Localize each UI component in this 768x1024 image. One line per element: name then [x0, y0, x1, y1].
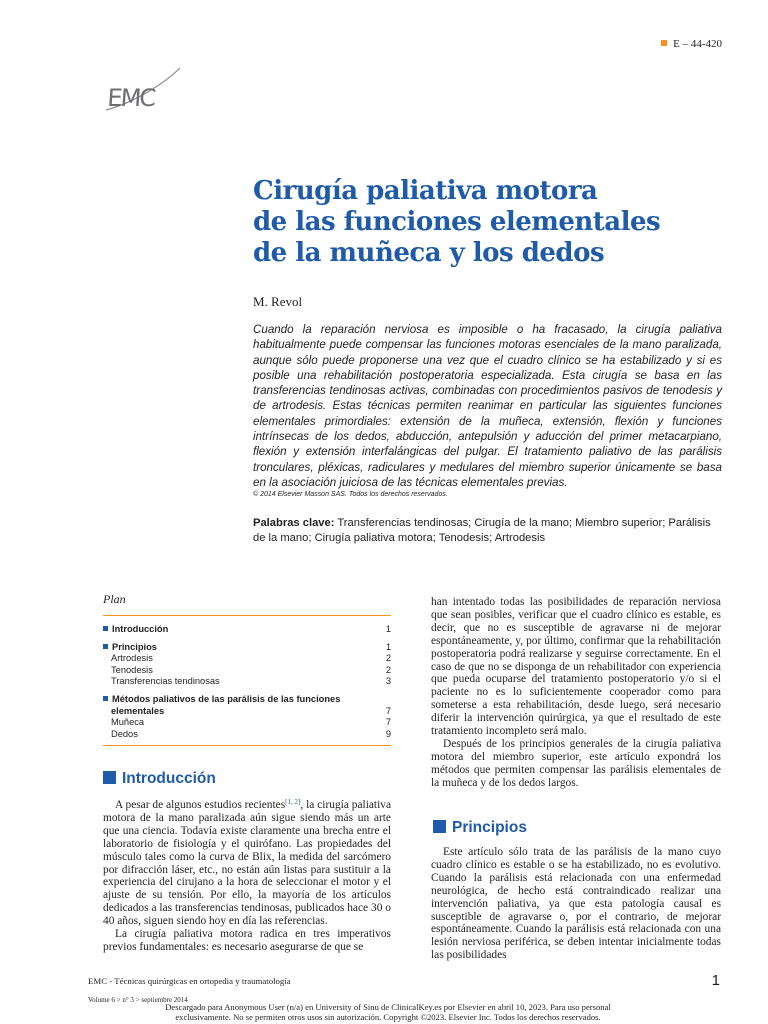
- bullet-icon: [103, 644, 108, 649]
- section-heading-introduccion: Introducción: [103, 770, 216, 788]
- plan-item[interactable]: Dedos 9: [111, 728, 391, 739]
- document-code: E – 44-420: [661, 38, 722, 50]
- title-line: Cirugía paliativa motora: [253, 176, 598, 206]
- intro-text: [103, 799, 391, 954]
- plan-item[interactable]: Transferencias tendinosas 3: [111, 676, 391, 687]
- principios-text: [431, 846, 721, 962]
- plan-item[interactable]: Muñeca 7: [111, 717, 391, 728]
- paragraph: Después de los principios generales de la cirugía paliativa motora del miembro superior, este artículo expondrá los métodos que permiten compensar las parálisis elementales de la muñeca y de los dedos largos.: [431, 737, 721, 789]
- paragraph: Este artículo sólo trata de las parálisis de la mano cuyo cuadro clínico es estable o se ha estabilizado, no es evolutivo. Cuando la parálisis está relacionada con una enfermedad neurológica, de hecho está contraindicado realizar una intervención paliativa, ya que esta patología causal es susceptible de agravarse o, por el contrario, de mejorar espontáneamente. Cuando la parálisis está relacionada con una lesión nerviosa periférica, se deben intentar inicialmente todas las posibilidades: [431, 846, 721, 962]
- plan-item[interactable]: Métodos paliativos de las parálisis de las funciones: [103, 694, 391, 706]
- download-watermark: Descargado para Anonymous User (n/a) en University of Sinu de ClinicalKey.es por Elsevier en abril 10, 2023. Para uso personal exclusivamente. No se permiten otros usos sin autorización. Copyright ©2023. Elsevier Inc. Todos los derechos reservados.: [165, 1002, 611, 1022]
- right-column-text: [431, 596, 721, 790]
- keywords-label: Palabras clave:: [253, 517, 335, 529]
- title-line: de la muñeca y los dedos: [253, 238, 605, 268]
- page-number: 1: [711, 972, 720, 989]
- copyright: © 2014 Elsevier Masson SAS. Todos los derechos reservados.: [253, 491, 448, 498]
- article-title: [253, 176, 660, 269]
- plan-list: [103, 624, 391, 740]
- section-heading-principios: Principios: [433, 819, 527, 837]
- orange-square-icon: [661, 40, 667, 46]
- keywords-list: Transferencias tendinosas; Cirugía de la mano; Miembro superior; Parálisis de la mano; Cirugía paliativa motora; Tenodesis; Artrodesis: [253, 517, 711, 544]
- plan-item[interactable]: Artrodesis 2: [111, 653, 391, 664]
- heading-square-icon: [433, 820, 446, 833]
- heading-square-icon: [103, 771, 116, 784]
- plan-box: [103, 592, 391, 746]
- paragraph: La cirugía paliativa motora radica en tres imperativos previos fundamentales: es necesario asegurarse de que se: [103, 928, 391, 953]
- keywords: [253, 516, 722, 546]
- paragraph: A pesar de algunos estudios recientes[1, 2], la cirugía paliativa motora de la mano paralizada aún sigue siendo más un arte que una ciencia. Todavía existe claramente una brecha entre el laboratorio de fisiología y el quirófano. Las propiedades del músculo tales como la curva de Blix, la medida del sarcómero por difracción láser, etc., no están aún listas para sustituir a la experiencia del cirujano a la hora de seleccionar el motor y el ajuste de su tensión. Por ello, la mayoría de los artículos dedicados a las transferencias tendinosas, publicados hace 30 o 40 años, siguen siendo hoy en día las referencias.: [103, 798, 391, 928]
- svg-text:EMC: EMC: [106, 84, 156, 112]
- paragraph: han intentado todas las posibilidades de reparación nerviosa que sean posibles, verificar que el cuadro clínico es estable, es decir, que no es susceptible de agravarse ni de mejorar espontáneamente, y, por último, confirmar que la rehabilitación postoperatoria podrá realizarse y seguirse correctamente. En el caso de que no se disponga de un rehabilitador con experiencia que pueda ocuparse del tratamiento postoperatorio y/o si el paciente no es lo suficientemente cooperador como para someterse a esta rehabilitación, desde luego, será necesario diferir la intervención quirúrgica, ya que el resultado de este tratamiento incompleto será malo.: [431, 596, 721, 738]
- bullet-icon: [103, 626, 108, 631]
- journal-name: EMC - Técnicas quirúrgicas en ortopedia y traumatología: [88, 976, 291, 986]
- plan-item[interactable]: Introducción 1: [103, 624, 391, 636]
- abstract: Cuando la reparación nerviosa es imposible o ha fracasado, la cirugía paliativa habitualmente puede compensar las funciones motoras esenciales de la mano paralizada, aunque sólo puede proponerse una vez que el cuadro clínico se ha estabilizado y si es posible una rehabilitación postoperatoria especializada. Esta cirugía se basa en las transferencias tendinosas activas, combinadas con procedimientos pasivos de tenodesis y de artrodesis. Estas técnicas permiten reanimar en particular las siguientes funciones elementales primordiales: extensión de la muñeca, extensión, flexión y funciones intrínsecas de los dedos, abducción, antepulsión y aducción del primer metacarpiano, flexión y extensión interfalángicas del pulgar. El tratamiento paliativo de las parálisis tronculares, pléxicas, radiculares y medulares del miembro superior únicamente se basa en la asociación juiciosa de las técnicas elementales previas.: [253, 323, 722, 489]
- plan-item[interactable]: Principios 1: [103, 642, 391, 654]
- plan-item[interactable]: Tenodesis 2: [111, 664, 391, 675]
- author: M. Revol: [253, 294, 303, 309]
- volume-info: Volume 6 > n° 3 > septiembre 2014: [88, 996, 188, 1004]
- emc-logo: [96, 62, 186, 122]
- plan-item[interactable]: elementales 7: [111, 705, 391, 716]
- plan-title: Plan: [103, 592, 391, 616]
- reference-link[interactable]: [1, 2]: [285, 798, 301, 806]
- bullet-icon: [103, 696, 108, 701]
- title-line: de las funciones elementales: [253, 207, 661, 237]
- plan-divider: [103, 745, 391, 746]
